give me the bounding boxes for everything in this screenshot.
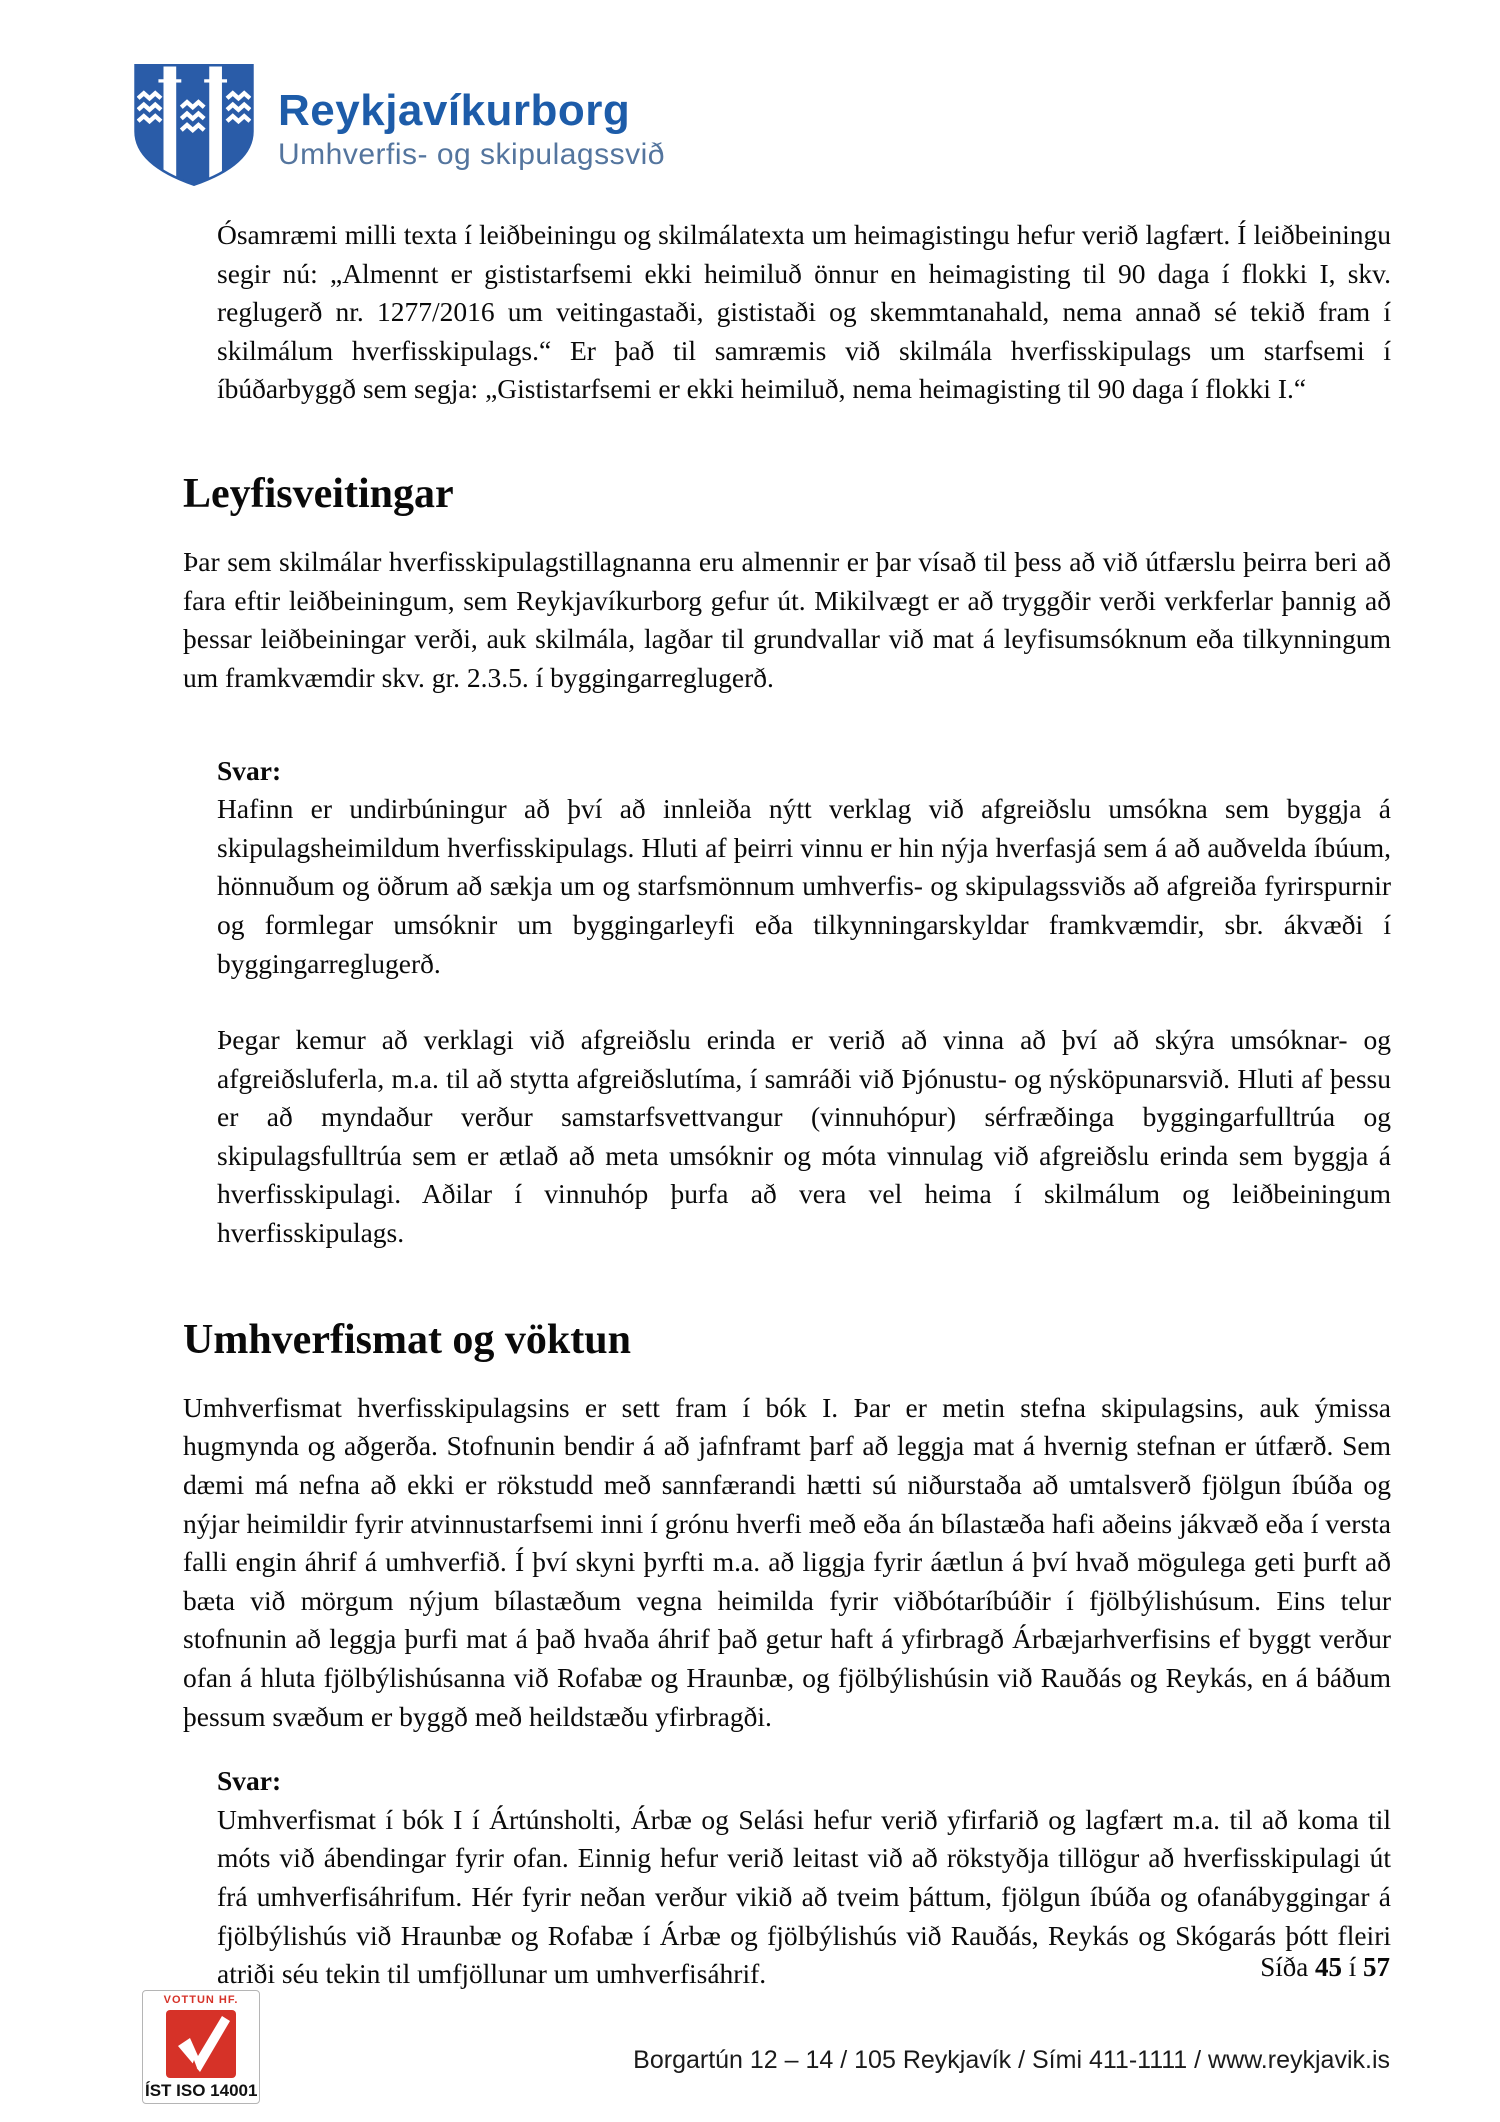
cert-issuer-label: VOTTUN HF. xyxy=(163,1994,239,2006)
page-number-separator: í xyxy=(1341,1952,1363,1982)
document-body xyxy=(183,196,1391,1994)
section1-svar-block xyxy=(217,752,1391,1253)
cert-standard-label: ÍST ISO 14001 xyxy=(145,2081,258,2100)
svar-label: Svar: xyxy=(217,1765,282,1797)
footer-address: Borgartún 12 – 14 / 105 Reykjavík / Sími 411-1111 / www.reykjavik.is xyxy=(633,2046,1390,2074)
section-heading-umhverfismat: Umhverfismat og vöktun xyxy=(183,1316,631,1363)
svar-text: Umhverfismat í bók I í Ártúnsholti, Árbæ og Selási hefur verið yfirfarið og lagfært m.a. til að koma til móts við ábendingar fyrir ofan. Einnig hefur verið leitast við að rökstyðja tillögur að hverfisskipulagi út frá umhverfisáhrifum. Hér fyrir neðan verður vikið að tveim þáttum, fjölgun íbúða og ofanábyggingar á fjölbýlishús við Hraunbæ og Rofabæ í Árbæ og fjölbýlishús við Rauðás, Reykás og Skógarás þótt fleiri atriði séu tekin til umfjöllunar um umhverfisáhrif. xyxy=(217,1803,1391,1990)
svar-paragraph: Þegar kemur að verklagi við afgreiðslu erinda er verið að vinna að því að skýra umsóknar- og afgreiðsluferla, m.a. til að stytta afgreiðslutíma, í samráði við Þjónustu- og nýsköpunarsvið. Hluti af þessu er að myndaður verður samstarfsvettvangur (vinnuhópur) sérfræðinga byggingarfulltrúa og skipulagsfulltrúa sem er ætlað að meta umsóknir og móta vinnulag við afgreiðslu erinda sem byggja á hverfisskipulagi. Aðilar í vinnuhóp þurfa að vera vel heima í skilmálum og leiðbeiningum hverfisskipulags. xyxy=(217,1024,1391,1249)
section2-body-paragraph: Umhverfismat hverfisskipulagsins er sett fram í bók I. Þar er metin stefna skipulagsins, auk ýmissa hugmynda og aðgerða. Stofnunin bendir á að jafnframt þarf að leggja mat á hvernig stefnan er útfærð. Sem dæmi má nefna að ekki er rökstudd með sannfærandi hætti sú niðurstaða að umtalsverð fjölgun íbúða og nýjar heimildir fyrir atvinnustarfsemi inni í grónu hverfi með eða án bílastæða hafi aðeins jákvæð eða í versta falli engin áhrif á umhverfið. Í því skyni þyrfti m.a. að liggja fyrir áætlun á því hvað mögulega geti þurft að bæta við mörgum nýjum bílastæðum vegna heimilda fyrir viðbótaríbúðir í fjölbýlishúsum. Eins telur stofnunin að leggja þurfi mat á það hvaða áhrif það getur haft á yfirbragð Árbæjarhverfisins ef byggt verður ofan á hluta fjölbýlishúsanna við Rofabæ og Hraunbæ, og fjölbýlishúsin við Rauðás og Reykás, en á báðum þessum svæðum er byggð með heildstæðu yfirbragði. xyxy=(183,1391,1391,1732)
svar-label: Svar: xyxy=(217,754,282,786)
checkmark-icon xyxy=(164,2008,238,2080)
section1-body-paragraph: Þar sem skilmálar hverfisskipulagstillagnanna eru almennir er þar vísað til þess að við útfærslu þeirra beri að fara eftir leiðbeiningum, sem Reykjavíkurborg gefur út. Mikilvægt er að tryggðir verði verkferlar þannig að þessar leiðbeiningar verði, auk skilmála, lagðar til grundvallar við mat á leyfisumsóknum eða tilkynningum um framkvæmdir skv. gr. 2.3.5. í byggingarreglugerð. xyxy=(183,546,1391,693)
svar-paragraph xyxy=(217,752,1391,984)
iso-certification-stamp xyxy=(142,1990,260,2104)
org-name: Reykjavíkurborg xyxy=(278,86,631,135)
reykjavik-coat-of-arms-icon xyxy=(130,64,258,186)
svar-text: Hafinn er undirbúningur að því að innleiða nýtt verklag við afgreiðslu umsókna sem byggja á skipulagsheimildum hverfisskipulags. Hluti af þeirri vinnu er hin nýja hverfasjá sem á að auðvelda íbúum, hönnuðum og öðrum að sækja um og starfsmönnum umhverfis- og skipulagssviðs að afgreiða fyrirspurnir og formlegar umsóknir um byggingarleyfi eða tilkynningarskyldar framkvæmdir, sbr. ákvæði í byggingarreglugerð. xyxy=(217,793,1391,979)
intro-paragraph: Ósamræmi milli texta í leiðbeiningu og skilmálatexta um heimagistingu hefur verið lagfært. Í leiðbeiningu segir nú: „Almennt er gististarfsemi ekki heimiluð önnur en heimagisting til 90 daga í flokki I, skv. reglugerð nr. 1277/2016 um veitingastaði, gististaði og skemmtanahald, nema annað sé tekið fram í skilmálum hverfisskipulags.“ Er það til samræmis við skilmála hverfisskipulags um starfsemi í íbúðarbyggð sem segja: „Gististarfsemi er ekki heimiluð, nema heimagisting til 90 daga í flokki I.“ xyxy=(217,219,1391,405)
section2-svar-block xyxy=(217,1762,1391,1994)
logo-text xyxy=(278,78,665,172)
page-number xyxy=(1260,1952,1390,1983)
page-number-current: 45 xyxy=(1314,1952,1342,1982)
page-number-prefix: Síða xyxy=(1260,1952,1315,1982)
svar-paragraph xyxy=(217,1762,1391,1994)
section-heading-leyfisveitingar: Leyfisveitingar xyxy=(183,470,454,517)
header-logo xyxy=(130,64,665,186)
department-name: Umhverfis- og skipulagssvið xyxy=(278,138,665,171)
page-number-total: 57 xyxy=(1363,1952,1390,1982)
